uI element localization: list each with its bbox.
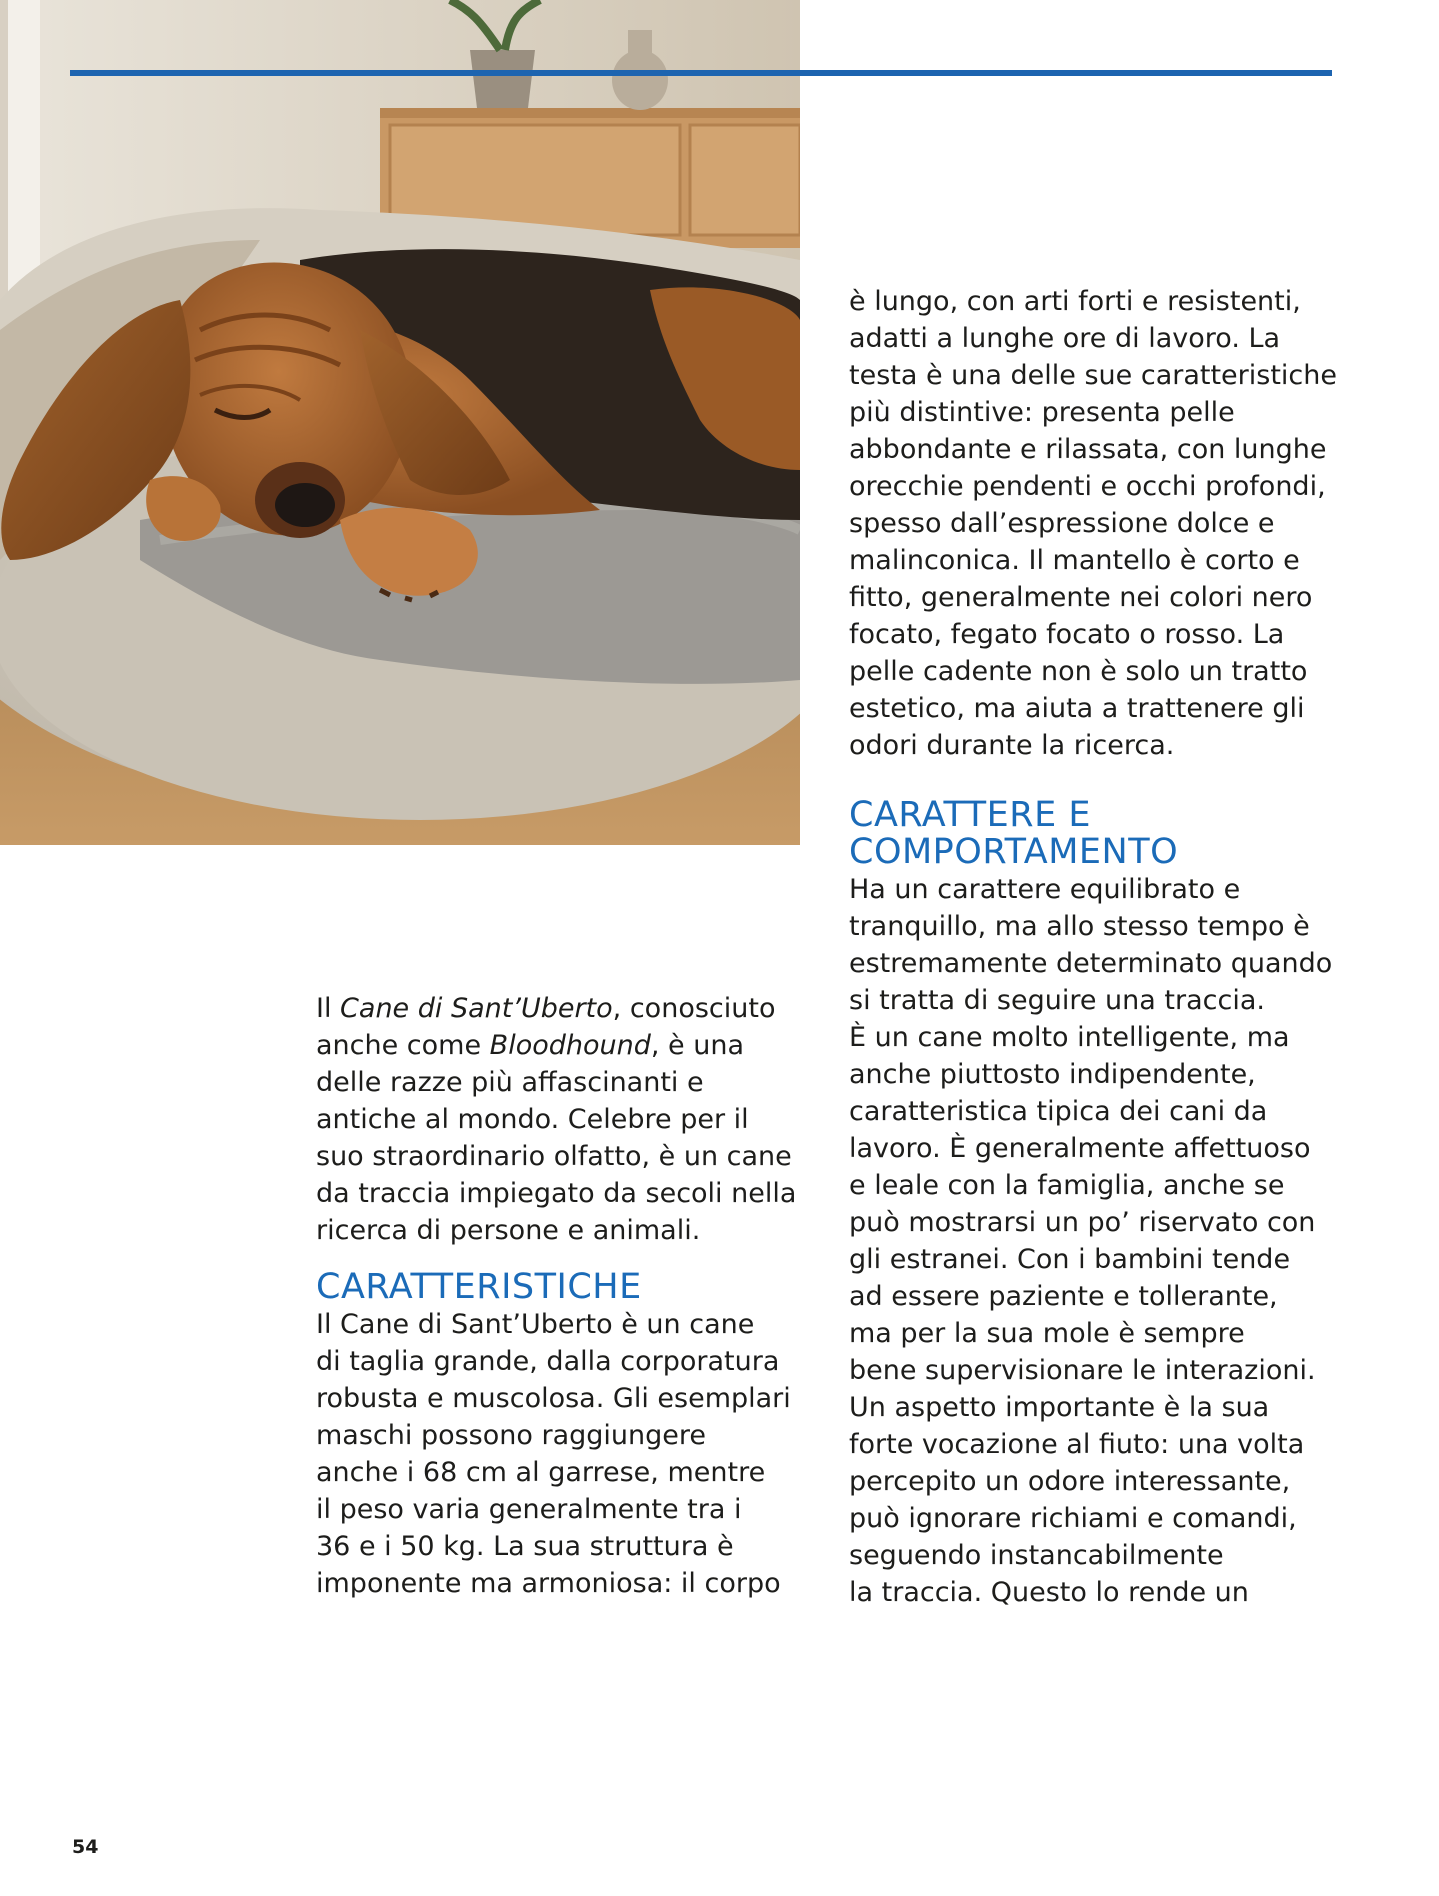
caratteristiche-line: di taglia grande, dalla corporatura xyxy=(316,1346,780,1377)
intro-line-1: Il Cane di Sant’Uberto, conosciuto xyxy=(316,993,776,1024)
intro-line: da traccia impiegato da secoli nella xyxy=(316,1178,797,1209)
caratteristiche-line: estetico, ma aiuta a trattenere gli xyxy=(849,693,1305,724)
caratteristiche-line: orecchie pendenti e occhi profondi, xyxy=(849,471,1326,502)
carattere-line: ma per la sua mole è sempre xyxy=(849,1318,1245,1349)
right-column-bottom xyxy=(849,797,1339,1611)
caratteristiche-line: 36 e i 50 kg. La sua struttura è xyxy=(316,1531,734,1562)
caratteristiche-line: testa è una delle sue caratteristiche xyxy=(849,360,1337,391)
caratteristiche-line: spesso dall’espressione dolce e xyxy=(849,508,1275,539)
caratteristiche-line: abbondante e rilassata, con lunghe xyxy=(849,434,1327,465)
intro-line: suo straordinario olfatto, è un cane xyxy=(316,1141,792,1172)
carattere-line: bene supervisionare le interazioni. xyxy=(849,1355,1316,1386)
header-rule xyxy=(70,70,1332,76)
caratteristiche-line: Il Cane di Sant’Uberto è un cane xyxy=(316,1309,755,1340)
carattere-line: lavoro. È generalmente affettuoso xyxy=(849,1133,1311,1164)
caratteristiche-line: maschi possono raggiungere xyxy=(316,1420,706,1451)
carattere-line: ad essere paziente e tollerante, xyxy=(849,1281,1278,1312)
bloodhound-puppy-photo xyxy=(0,0,800,845)
caratteristiche-line: imponente ma armoniosa: il corpo xyxy=(316,1568,781,1599)
carattere-line: anche piuttosto indipendente, xyxy=(849,1059,1256,1090)
carattere-line: estremamente determinato quando xyxy=(849,948,1333,979)
caratteristiche-line: anche i 68 cm al garrese, mentre xyxy=(316,1457,766,1488)
caratteristiche-line: odori durante la ricerca. xyxy=(849,730,1175,761)
caratteristiche-line: il peso varia generalmente tra i xyxy=(316,1494,742,1525)
carattere-line: può ignorare richiami e comandi, xyxy=(849,1503,1297,1534)
page-number: 54 xyxy=(72,1836,99,1858)
carattere-line: Un aspetto importante è la sua xyxy=(849,1392,1270,1423)
intro-line: antiche al mondo. Celebre per il xyxy=(316,1104,749,1135)
caratteristiche-line: robusta e muscolosa. Gli esemplari xyxy=(316,1383,791,1414)
carattere-line: gli estranei. Con i bambini tende xyxy=(849,1244,1291,1275)
carattere-heading-line-2: COMPORTAMENTO xyxy=(849,832,1179,872)
caratteristiche-line: è lungo, con arti forti e resistenti, xyxy=(849,286,1301,317)
carattere-line: può mostrarsi un po’ riservato con xyxy=(849,1207,1316,1238)
right-column-top xyxy=(849,283,1339,764)
carattere-line: forte vocazione al fiuto: una volta xyxy=(849,1429,1305,1460)
caratteristiche-line: pelle cadente non è solo un tratto xyxy=(849,656,1308,687)
caratteristiche-line: adatti a lunghe ore di lavoro. La xyxy=(849,323,1281,354)
carattere-line: caratteristica tipica dei cani da xyxy=(849,1096,1268,1127)
carattere-line: È un cane molto intelligente, ma xyxy=(849,1022,1290,1053)
caratteristiche-heading: CARATTERISTICHE xyxy=(316,1267,642,1307)
intro-line: ricerca di persone e animali. xyxy=(316,1215,701,1246)
caratteristiche-line: malinconica. Il mantello è corto e xyxy=(849,545,1300,576)
left-column xyxy=(316,990,796,1602)
carattere-line: percepito un odore interessante, xyxy=(849,1466,1291,1497)
carattere-line: tranquillo, ma allo stesso tempo è xyxy=(849,911,1310,942)
caratteristiche-line: più distintive: presenta pelle xyxy=(849,397,1235,428)
carattere-heading-line-1: CARATTERE E xyxy=(849,795,1091,835)
carattere-line: Ha un carattere equilibrato e xyxy=(849,874,1241,905)
caratteristiche-line: focato, fegato focato o rosso. La xyxy=(849,619,1285,650)
carattere-line: si tratta di seguire una traccia. xyxy=(849,985,1265,1016)
caratteristiche-line: fitto, generalmente nei colori nero xyxy=(849,582,1313,613)
carattere-line: seguendo instancabilmente xyxy=(849,1540,1224,1571)
intro-line: delle razze più affascinanti e xyxy=(316,1067,704,1098)
intro-line-2: anche come Bloodhound, è una xyxy=(316,1030,745,1061)
carattere-line: la traccia. Questo lo rende un xyxy=(849,1577,1249,1608)
carattere-line: e leale con la famiglia, anche se xyxy=(849,1170,1285,1201)
